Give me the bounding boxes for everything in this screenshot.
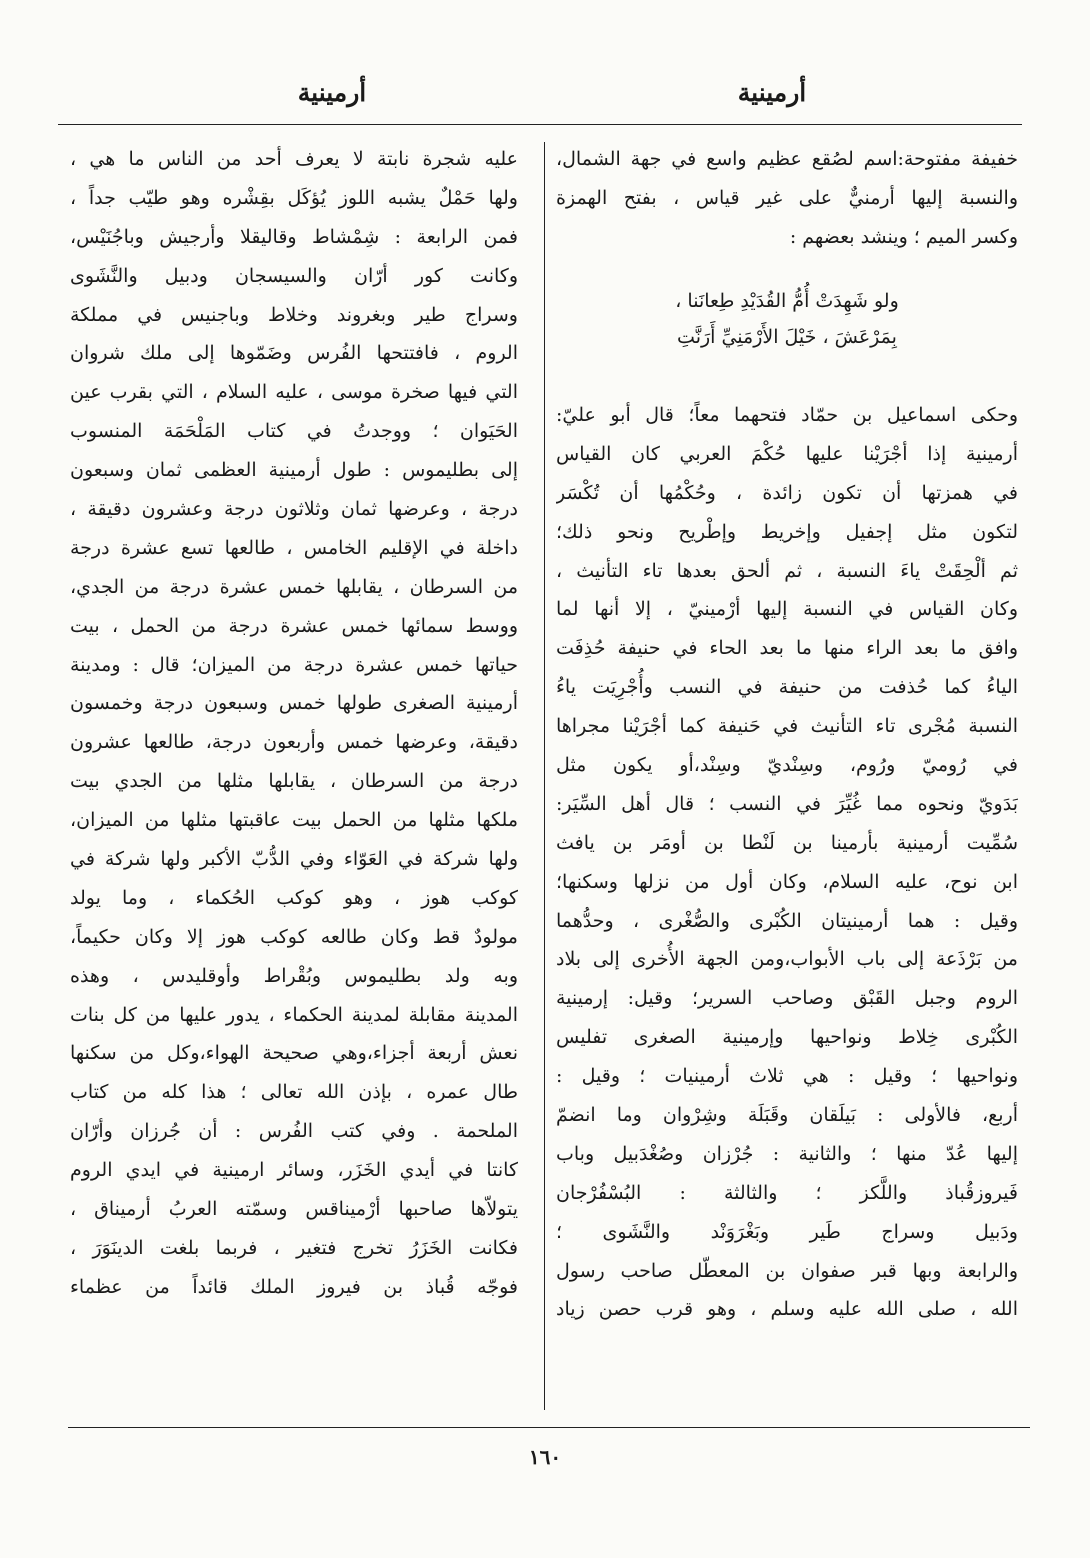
text-line: وسراج طير وبغروند وخلاط وباجنيس في مملكة <box>70 303 518 326</box>
right-column-intro <box>556 140 1018 257</box>
running-head-left: أرمينية <box>297 78 367 107</box>
right-column-body <box>556 396 1018 1329</box>
text-line: ونواحيها ؛ وقيل : هي ثلاث أرمينيات ؛ وقيل : <box>556 1065 1018 1088</box>
text-line: فمن الرابعة : شِمْشاط وقاليقلا وأرجيش وباجُنَيْس، <box>70 225 518 248</box>
text-line: درجة من السرطان ، يقابلها مثلها من الجدي بيت <box>70 770 518 793</box>
footer-rule <box>68 1427 1030 1428</box>
text-line: الروم ، فافتتحها الفُرس وضَمّوها إلى ملك شروان <box>70 342 518 365</box>
text-line: ولها شركة في العَوّاء وفي الدُّبّ الأكبر ولها شركة في <box>70 848 518 871</box>
text-line: في رُوميّ ورُوم، وسِنْديّ وسِنْد،أو يكون مثل <box>556 754 1018 777</box>
text-line: الحَيَوان ؛ ووجدتُ في كتاب المَلْحَمَة المنسوب <box>70 420 518 443</box>
text-line: ووسط سمائها خمس عشرة درجة من الحمل ، بيت <box>70 614 518 637</box>
running-head-right: أرمينية <box>737 78 807 107</box>
text-line: خفيفة مفتوحة:اسم لصُقع عظيم واسع في جهة الشمال، <box>556 148 1018 170</box>
text-line: وكسر الميم ؛ وينشد بعضهم : <box>789 225 1018 248</box>
text-line: الله ، صلى الله عليه وسلم ، وهو قرب حصن زياد <box>556 1298 1018 1321</box>
text-line: التي فيها صخرة موسى ، عليه السلام ، التي بقرب عين <box>70 381 518 404</box>
text-line: كانتا في أيدي الخَزَر، وسائر ارمينية في ايدي الروم <box>70 1159 518 1182</box>
text-line: سُمِّيت أرمينية بأرمينا بن لَنْطا بن أومَر بن يافث <box>556 831 1018 854</box>
text-line: إلى بطليموس : طول أرمينية العظمى ثمان وسبعون <box>70 459 518 482</box>
text-line: من السرطان ، يقابلها خمس عشرة درجة من الجدي، <box>70 575 518 598</box>
text-line: كوكب هوز ، وهو كوكب الحُكماء ، وما يولد <box>70 886 518 909</box>
verse-line-2: بِمَرْعَشَ ، خَيْلَ الأَرْمَنِيِّ أَرَنَّتِ <box>677 326 897 348</box>
text-line: في همزتها أن تكون زائدة ، وحُكْمُها أن تُكْسَر <box>556 481 1018 504</box>
text-line: دقيقة، وعرضها خمس وأربعون درجة، طالعها عشرون <box>70 731 518 754</box>
text-line: فكانت الخَزَرُ تخرج فتغير ، فربما بلغت الدينَوَرَ ، <box>70 1236 518 1259</box>
text-line: درجة ، وعرضها ثمان وثلاثون درجة وعشرون دقيقة ، <box>70 498 518 521</box>
column-divider <box>544 142 545 1410</box>
text-line: ثم ألْحِقَتْ ياءَ النسبة ، ثم ألحق بعدها تاء التأنيث ، <box>556 559 1018 582</box>
text-line: النسبة مُجْرى تاء التأنيث في حَنيفة كما أجْرَيْنا مجراها <box>556 715 1018 738</box>
text-line: فَيروزقُباذ واللَّكز ؛ والثالثة : البُسْفُرْجان <box>556 1181 1018 1204</box>
text-line: داخلة في الإقليم الخامس ، طالعها تسع عشرة درجة <box>70 536 518 559</box>
text-line: ولها حَمْلٌ يشبه اللوز يُؤكَل بقِشْره وهو طيّب جداً ، <box>70 186 518 209</box>
text-line: الكُبْرى خِلاط ونواحيها وإرمينية الصغرى تفليس <box>556 1026 1018 1049</box>
text-line: لتكون مثل إجفيل وإخريط وإطْريح ونحو ذلك؛ <box>556 520 1018 543</box>
text-line: عليه شجرة نابتة لا يعرف أحد من الناس ما هي ، <box>70 148 518 170</box>
text-line: وبه ولد بطليموس وبُقْراط وأوقليدس ، وهذه <box>70 964 518 987</box>
left-column <box>70 140 518 1307</box>
text-line: وكانت كور أرّان والسيسجان ودبيل والنَّشَوى <box>70 264 518 287</box>
text-line: إليها عُدّ منها ؛ والثانية : جُرْزان وصُغْدَبيل وباب <box>556 1142 1018 1165</box>
text-line: وكان القياس في النسبة إليها أرْمينيّ ، إلا أنها لما <box>556 598 1018 621</box>
text-line: مولودٌ قط وكان طالعه كوكب هوز إلا وكان حكيماً، <box>70 925 518 948</box>
text-line: أرمينية الصغرى طولها خمس وسبعون درجة وخمسون <box>70 692 518 715</box>
text-line: والنسبة إليها أرمنيٌّ على غير قياس ، بفتح الهمزة <box>556 186 1018 209</box>
text-line: ابن نوح، عليه السلام، وكان أول من نزلها وسكنها؛ <box>556 870 1018 893</box>
verse-line-1: ولو شَهِدَتْ أُمُّ القُدَيْدِ طِعانَنا ، <box>675 290 899 312</box>
text-line: وقيل : هما أرمينيتان الكُبْرى والصُّغْرى ، وحدُّهما <box>556 909 1018 932</box>
text-line: فوجّه قُباذ بن فيروز الملك قائداً من عظماء <box>70 1275 518 1298</box>
text-line: الملحمة . وفي كتب الفُرس : أن جُرزان وأرّان <box>70 1120 518 1143</box>
text-line: حياتها خمس عشرة درجة من الميزان؛ قال : ومدينة <box>70 653 518 676</box>
text-line: المدينة مقابلة لمدينة الحكماء ، يدور عليها من كل بنات <box>70 1003 518 1026</box>
text-line: بَدَويّ ونحوه مما غُيِّرَ في النسب ؛ قال أهل السِّيَر: <box>556 792 1018 815</box>
text-line: من بَرْذَعة إلى باب الأبواب،ومن الجهة الأُخرى إلى بلاد <box>556 948 1018 971</box>
text-line: وحكى اسماعيل بن حمّاد فتحهما معاً؛ قال أبو عليّ: <box>556 404 1018 426</box>
text-line: يتولاّها صاحبها أرْميناقس وسمّته العربُ أرميناق ، <box>70 1198 518 1221</box>
text-line: ودَبيل وسراج طَير وبَغْرَوَنْد والنَّشَوى ؛ <box>556 1220 1018 1243</box>
header-rule <box>58 124 1022 125</box>
text-line: والرابعة وبها قبر صفوان بن المعطّل صاحب رسول <box>556 1259 1018 1282</box>
text-line: أربع، فالأولى : بَيلَقان وقَبَلَة وشِرْوان وما انضمّ <box>556 1104 1018 1127</box>
text-line: وافق ما بعد الراء منها ما بعد الحاء في حنيفة حُذِفَت <box>556 637 1018 660</box>
text-line: أرمينية إذا أجْرَيْنا عليها حُكْمَ العربي كان القياس <box>556 442 1018 465</box>
page-number: ١٦٠ <box>528 1445 562 1469</box>
text-line: ملكها مثلها من الحمل بيت عاقبتها مثلها من الميزان، <box>70 809 518 832</box>
text-line: الروم وجبل القَبْق وصاحب السرير؛ وقيل: إرمينية <box>556 987 1018 1010</box>
text-line: الياءُ كما حُذفت من حنيفة في النسب وأُجْرِيَت ياءُ <box>556 676 1018 699</box>
text-line: نعش أربعة أجزاء،وهي صحيحة الهواء،وكل من سكنها <box>70 1042 518 1065</box>
text-line: طال عمره ، بإذن الله تعالى ؛ هذا كله من كتاب <box>70 1081 518 1104</box>
